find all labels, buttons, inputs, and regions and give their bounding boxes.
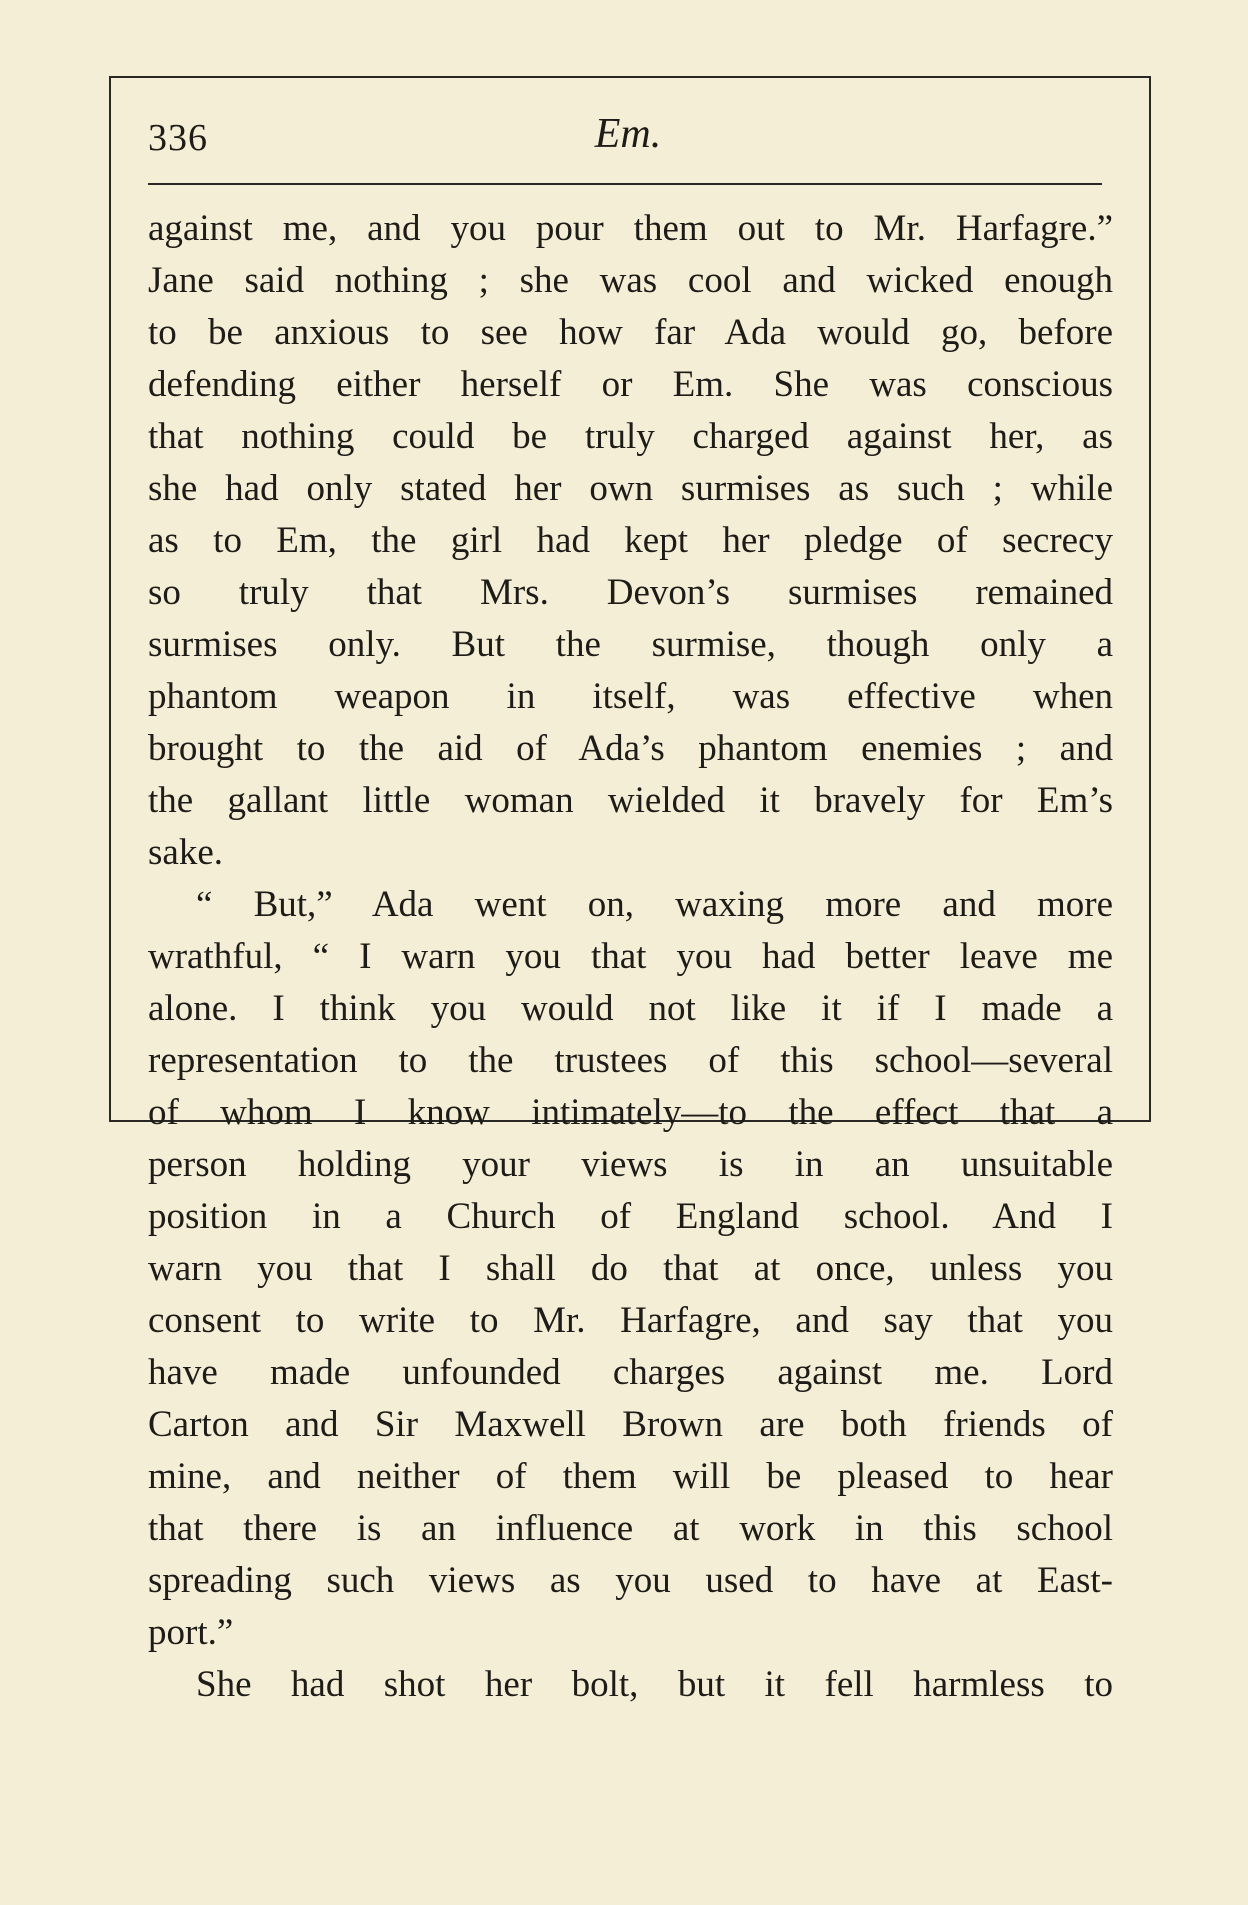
- text-line: she had only stated her own surmises as such ; while: [148, 468, 1113, 509]
- page-header: [148, 100, 1108, 160]
- text-line: mine, and neither of them will be pleased to hear: [148, 1456, 1113, 1497]
- text-line: warn you that I shall do that at once, unless you: [148, 1248, 1113, 1289]
- text-line: the gallant little woman wielded it bravely for Em’s: [148, 780, 1113, 821]
- page-number: 336: [148, 117, 208, 159]
- text-line: against me, and you pour them out to Mr. Harfagre.”: [148, 208, 1113, 249]
- text-line: that there is an influence at work in this school: [148, 1508, 1113, 1549]
- paragraph-end-line: port.”: [148, 1612, 234, 1653]
- text-line: of whom I know intimately—to the effect that a: [148, 1092, 1113, 1133]
- text-line: defending either herself or Em. She was conscious: [148, 364, 1113, 405]
- text-line: consent to write to Mr. Harfagre, and say that you: [148, 1300, 1113, 1341]
- body-text: [148, 203, 1113, 1711]
- text-line: so truly that Mrs. Devon’s surmises remained: [148, 572, 1113, 613]
- text-line: representation to the trustees of this school—several: [148, 1040, 1113, 1081]
- running-title: Em.: [594, 111, 662, 157]
- text-line: alone. I think you would not like it if I made a: [148, 988, 1113, 1029]
- text-line: have made unfounded charges against me. Lord: [148, 1352, 1113, 1393]
- text-line: phantom weapon in itself, was effective when: [148, 676, 1113, 717]
- text-line: spreading such views as you used to have at East-: [148, 1560, 1113, 1601]
- paragraph-start-line: “ But,” Ada went on, waxing more and more: [196, 884, 1113, 925]
- paragraph-end-line: sake.: [148, 832, 223, 873]
- text-line: brought to the aid of Ada’s phantom enemies ; and: [148, 728, 1113, 769]
- text-line: Carton and Sir Maxwell Brown are both friends of: [148, 1404, 1113, 1445]
- text-line: Jane said nothing ; she was cool and wicked enough: [148, 260, 1113, 301]
- text-line: as to Em, the girl had kept her pledge of secrecy: [148, 520, 1113, 561]
- paragraph-start-line: She had shot her bolt, but it fell harmless to: [196, 1664, 1113, 1705]
- text-line: to be anxious to see how far Ada would go, before: [148, 312, 1113, 353]
- text-line: wrathful, “ I warn you that you had better leave me: [148, 936, 1113, 977]
- text-line: person holding your views is in an unsuitable: [148, 1144, 1113, 1185]
- text-line: that nothing could be truly charged against her, as: [148, 416, 1113, 457]
- text-line: surmises only. But the surmise, though only a: [148, 624, 1113, 665]
- header-rule: [148, 183, 1102, 185]
- text-line: position in a Church of England school. And I: [148, 1196, 1113, 1237]
